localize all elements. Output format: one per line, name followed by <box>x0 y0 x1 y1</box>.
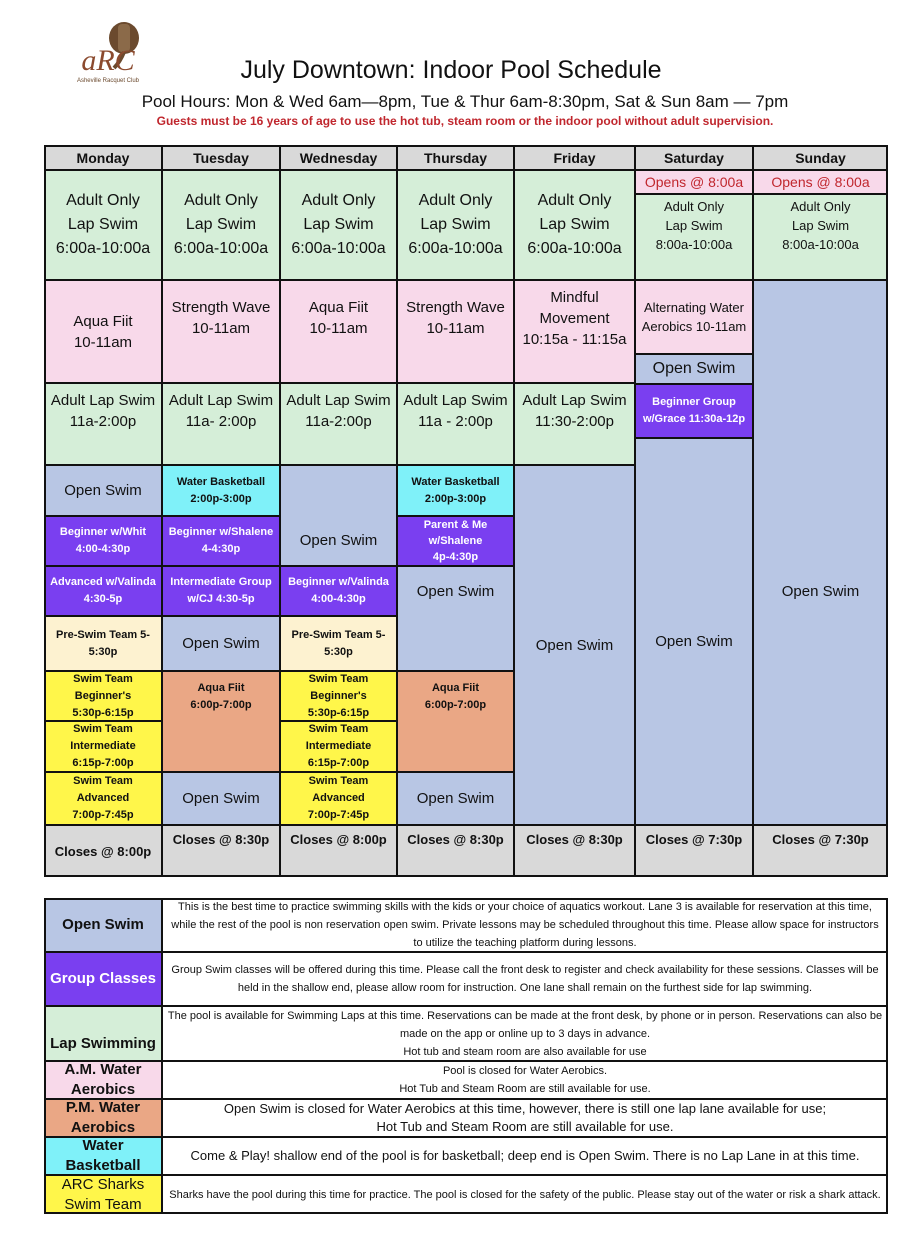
slot-thursday-open-swim-2: Open Swim <box>397 772 514 825</box>
slot-wednesday-adult-lap: Adult Only Lap Swim 6:00a-10:00a <box>280 170 397 280</box>
slot-friday-adult-lap: Adult Only Lap Swim 6:00a-10:00a <box>514 170 635 280</box>
legend-open-swim-label: Open Swim <box>44 898 162 952</box>
day-header-saturday: Saturday <box>635 145 753 170</box>
legend-pm-aerobics-text: Open Swim is closed for Water Aerobics at this time, however, there is still one lap lane available for use; Hot Tub and Steam Room are still available for use. <box>162 1099 888 1137</box>
saturday-closes: Closes @ 7:30p <box>635 825 753 877</box>
guests-note: Guests must be 16 years of age to use the hot tub, steam room or the indoor pool without adult supervision. <box>156 114 774 128</box>
slot-tuesday-open-swim: Open Swim <box>162 616 280 671</box>
slot-monday-adult-lap: Adult Only Lap Swim 6:00a-10:00a <box>44 170 162 280</box>
slot-monday-beginner: Beginner w/Whit 4:00-4:30p <box>44 516 162 566</box>
sunday-opens: Opens @ 8:00a <box>753 170 888 194</box>
day-header-friday: Friday <box>514 145 635 170</box>
slot-thursday-aqua-fiit: Aqua Fiit 6:00p-7:00p <box>397 671 514 772</box>
page-title: July Downtown: Indoor Pool Schedule <box>240 56 662 84</box>
slot-tuesday-water-basketball: Water Basketball 2:00p-3:00p <box>162 465 280 516</box>
slot-friday-open-swim: Open Swim <box>514 465 635 825</box>
slot-wednesday-pre-swim-team: Pre-Swim Team 5- 5:30p <box>280 616 397 671</box>
wednesday-closes: Closes @ 8:00p <box>280 825 397 877</box>
slot-sunday-open-swim: Open Swim <box>753 280 888 825</box>
slot-tuesday-strength-wave: Strength Wave 10-11am <box>162 280 280 383</box>
slot-wednesday-swim-team-intermediate: Swim Team Intermediate 6:15p-7:00p <box>280 721 397 772</box>
legend-water-basketball-text: Come & Play! shallow end of the pool is for basketball; deep end is Open Swim. There is no Lap Lane in at this time. <box>162 1137 888 1175</box>
legend-pm-aerobics-label: P.M. Water Aerobics <box>44 1099 162 1137</box>
legend-lap-swimming-text: The pool is available for Swimming Laps at this time. Reservations can be made at the front desk, by phone or in person. Reservations can also be made on the app or online up to 3 days in advance. Hot tub and steam room are also available for use <box>162 1006 888 1061</box>
slot-friday-mindful-movement: Mindful Movement 10:15a - 11:15a <box>514 280 635 383</box>
slot-sunday-adult-lap: Adult Only Lap Swim 8:00a-10:00a <box>753 194 888 280</box>
slot-tuesday-intermediate: Intermediate Group w/CJ 4:30-5p <box>162 566 280 616</box>
slot-tuesday-beginner: Beginner w/Shalene 4-4:30p <box>162 516 280 566</box>
slot-wednesday-adult-lap-2: Adult Lap Swim 11a-2:00p <box>280 383 397 465</box>
day-header-monday: Monday <box>44 145 162 170</box>
slot-monday-adult-lap-2: Adult Lap Swim 11a-2:00p <box>44 383 162 465</box>
slot-thursday-adult-lap-2: Adult Lap Swim 11a - 2:00p <box>397 383 514 465</box>
slot-saturday-beginner-group: Beginner Group w/Grace 11:30a-12p <box>635 384 753 438</box>
day-header-thursday: Thursday <box>397 145 514 170</box>
legend-group-classes-label: Group Classes <box>44 952 162 1006</box>
slot-thursday-water-basketball: Water Basketball 2:00p-3:00p <box>397 465 514 516</box>
slot-monday-swim-team-beginners: Swim Team Beginner's 5:30p-6:15p <box>44 671 162 721</box>
slot-thursday-parent-me: Parent & Me w/Shalene 4p-4:30p <box>397 516 514 566</box>
slot-monday-pre-swim-team: Pre-Swim Team 5- 5:30p <box>44 616 162 671</box>
slot-monday-advanced: Advanced w/Valinda 4:30-5p <box>44 566 162 616</box>
monday-closes: Closes @ 8:00p <box>44 825 162 877</box>
svg-text:Asheville Racquet Club: Asheville Racquet Club <box>76 78 140 84</box>
slot-wednesday-aqua-fiit: Aqua Fiit 10-11am <box>280 280 397 383</box>
slot-wednesday-swim-team-beginners: Swim Team Beginner's 5:30p-6:15p <box>280 671 397 721</box>
slot-tuesday-adult-lap: Adult Only Lap Swim 6:00a-10:00a <box>162 170 280 280</box>
legend-lap-swimming-label: Lap Swimming <box>44 1006 162 1061</box>
legend-group-classes-text: Group Swim classes will be offered during this time. Please call the front desk to register and check availability for these sessions. Classes will be held in the shallow end, please allow room for instruction. One lane shall remain on the furthest side for lap swimming. <box>162 952 888 1006</box>
slot-monday-aqua-fiit: Aqua Fiit 10-11am <box>44 280 162 383</box>
day-header-wednesday: Wednesday <box>280 145 397 170</box>
saturday-opens: Opens @ 8:00a <box>635 170 753 194</box>
slot-thursday-strength-wave: Strength Wave 10-11am <box>397 280 514 383</box>
legend-open-swim-text: This is the best time to practice swimming skills with the kids or your choice of aquatics workout. Lane 3 is available for reservation at this time, while the rest of the pool is non reservation open swim. Private lessons may be scheduled throughout this time. Please allow space for instructors to utilize the teaching platform during lessons. <box>162 898 888 952</box>
friday-closes: Closes @ 8:30p <box>514 825 635 877</box>
tuesday-closes: Closes @ 8:30p <box>162 825 280 877</box>
pool-hours: Pool Hours: Mon & Wed 6am—8pm, Tue & Thur 6am-8:30pm, Sat & Sun 8am — 7pm <box>141 92 789 111</box>
slot-thursday-adult-lap: Adult Only Lap Swim 6:00a-10:00a <box>397 170 514 280</box>
slot-saturday-water-aerobics: Alternating Water Aerobics 10-11am <box>635 280 753 354</box>
slot-saturday-open-swim: Open Swim <box>635 438 753 825</box>
slot-wednesday-swim-team-advanced: Swim Team Advanced 7:00p-7:45p <box>280 772 397 825</box>
day-header-sunday: Sunday <box>753 145 888 170</box>
slot-thursday-open-swim: Open Swim <box>397 566 514 671</box>
slot-monday-swim-team-intermediate: Swim Team Intermediate 6:15p-7:00p <box>44 721 162 772</box>
legend-water-basketball-label: Water Basketball <box>44 1137 162 1175</box>
svg-text:aRC: aRC <box>81 44 135 77</box>
slot-friday-adult-lap-2: Adult Lap Swim 11:30-2:00p <box>514 383 635 465</box>
legend-swim-team-text: Sharks have the pool during this time for practice. The pool is closed for the safety of the public. Please stay out of the water or risk a shark attack. <box>162 1175 888 1214</box>
legend-am-aerobics-label: A.M. Water Aerobics <box>44 1061 162 1099</box>
slot-tuesday-adult-lap-2: Adult Lap Swim 11a- 2:00p <box>162 383 280 465</box>
sunday-closes: Closes @ 7:30p <box>753 825 888 877</box>
slot-tuesday-open-swim-2: Open Swim <box>162 772 280 825</box>
slot-saturday-open-swim-1: Open Swim <box>635 354 753 384</box>
slot-wednesday-open-swim: Open Swim <box>280 465 397 566</box>
slot-tuesday-aqua-fiit: Aqua Fiit 6:00p-7:00p <box>162 671 280 772</box>
slot-saturday-adult-lap: Adult Only Lap Swim 8:00a-10:00a <box>635 194 753 280</box>
legend-am-aerobics-text: Pool is closed for Water Aerobics. Hot Tub and Steam Room are still available for use. <box>162 1061 888 1099</box>
slot-monday-swim-team-advanced: Swim Team Advanced 7:00p-7:45p <box>44 772 162 825</box>
slot-monday-open-swim: Open Swim <box>44 465 162 516</box>
day-header-tuesday: Tuesday <box>162 145 280 170</box>
slot-wednesday-beginner: Beginner w/Valinda 4:00-4:30p <box>280 566 397 616</box>
thursday-closes: Closes @ 8:30p <box>397 825 514 877</box>
legend-swim-team-label: ARC Sharks Swim Team <box>44 1175 162 1214</box>
